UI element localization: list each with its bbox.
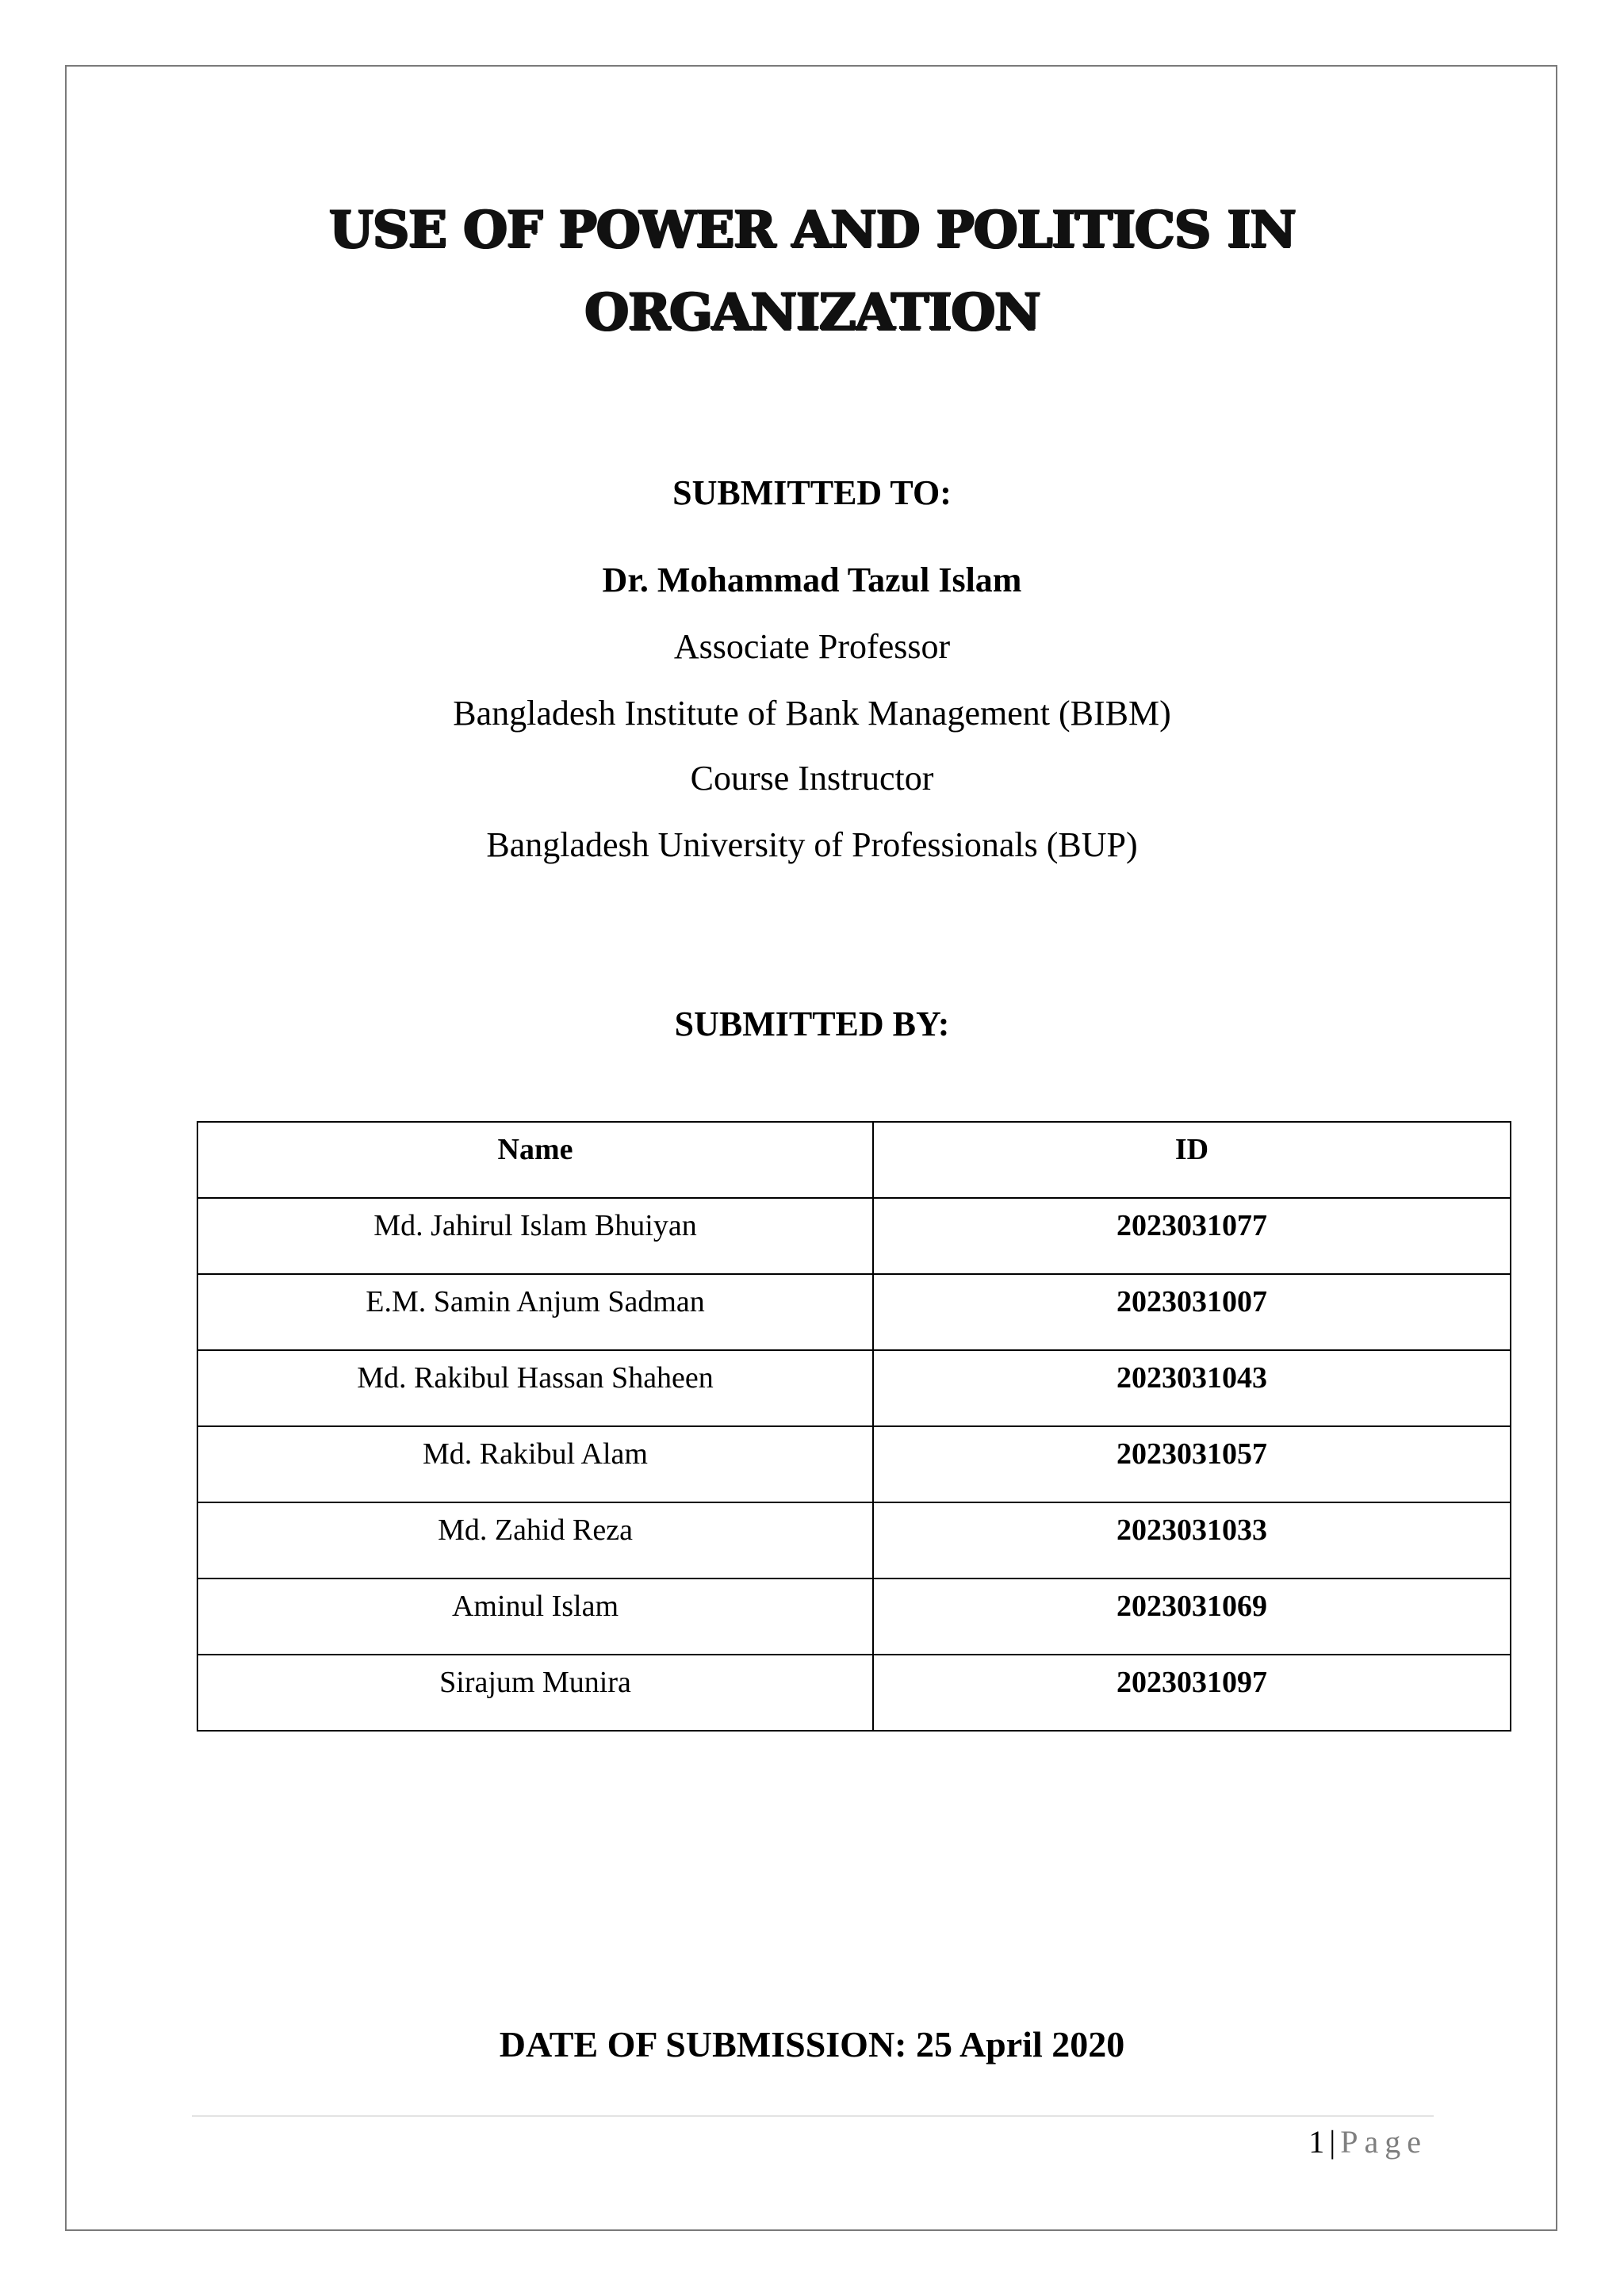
member-id: 2023031069 xyxy=(873,1578,1511,1655)
table-row xyxy=(197,1578,1511,1655)
members-table xyxy=(197,1121,1511,1732)
submitted-to-heading: SUBMITTED TO: xyxy=(672,473,952,512)
member-id: 2023031077 xyxy=(873,1198,1511,1274)
page-separator: | xyxy=(1329,2124,1336,2160)
member-name: Sirajum Munira xyxy=(197,1655,873,1731)
title-line-1: USE OF POWER AND POLITICS IN xyxy=(328,200,1296,259)
member-name: Md. Zahid Reza xyxy=(197,1502,873,1578)
table-row xyxy=(197,1274,1511,1350)
instructor-name: Dr. Mohammad Tazul Islam xyxy=(602,561,1022,599)
table-row xyxy=(197,1198,1511,1274)
member-id: 2023031043 xyxy=(873,1350,1511,1426)
member-id: 2023031097 xyxy=(873,1655,1511,1731)
table-header-row xyxy=(197,1122,1511,1198)
page-number: 1 xyxy=(1308,2124,1325,2160)
member-name: E.M. Samin Anjum Sadman xyxy=(197,1274,873,1350)
member-id: 2023031033 xyxy=(873,1502,1511,1578)
column-header-name: Name xyxy=(197,1122,873,1198)
page-footer xyxy=(1237,2123,1427,2160)
member-id: 2023031007 xyxy=(873,1274,1511,1350)
member-name: Md. Rakibul Hassan Shaheen xyxy=(197,1350,873,1426)
member-name: Aminul Islam xyxy=(197,1578,873,1655)
table-row xyxy=(197,1655,1511,1731)
page-word: Page xyxy=(1340,2124,1427,2160)
member-name: Md. Jahirul Islam Bhuiyan xyxy=(197,1198,873,1274)
member-name: Md. Rakibul Alam xyxy=(197,1426,873,1502)
instructor-university: Bangladesh University of Professionals (BUP) xyxy=(486,825,1138,864)
document-title xyxy=(0,189,1624,354)
instructor-institute: Bangladesh Institute of Bank Management (BIBM) xyxy=(453,694,1171,733)
instructor-role: Course Instructor xyxy=(690,759,934,798)
column-header-id: ID xyxy=(873,1122,1511,1198)
table-row xyxy=(197,1426,1511,1502)
table-row xyxy=(197,1502,1511,1578)
member-id: 2023031057 xyxy=(873,1426,1511,1502)
footer-divider xyxy=(192,2115,1434,2117)
instructor-position: Associate Professor xyxy=(673,627,951,666)
title-line-2: ORGANIZATION xyxy=(584,282,1040,342)
table-row xyxy=(197,1350,1511,1426)
submission-date: DATE OF SUBMISSION: 25 April 2020 xyxy=(499,2024,1125,2064)
submitted-by-heading: SUBMITTED BY: xyxy=(674,1004,950,1043)
